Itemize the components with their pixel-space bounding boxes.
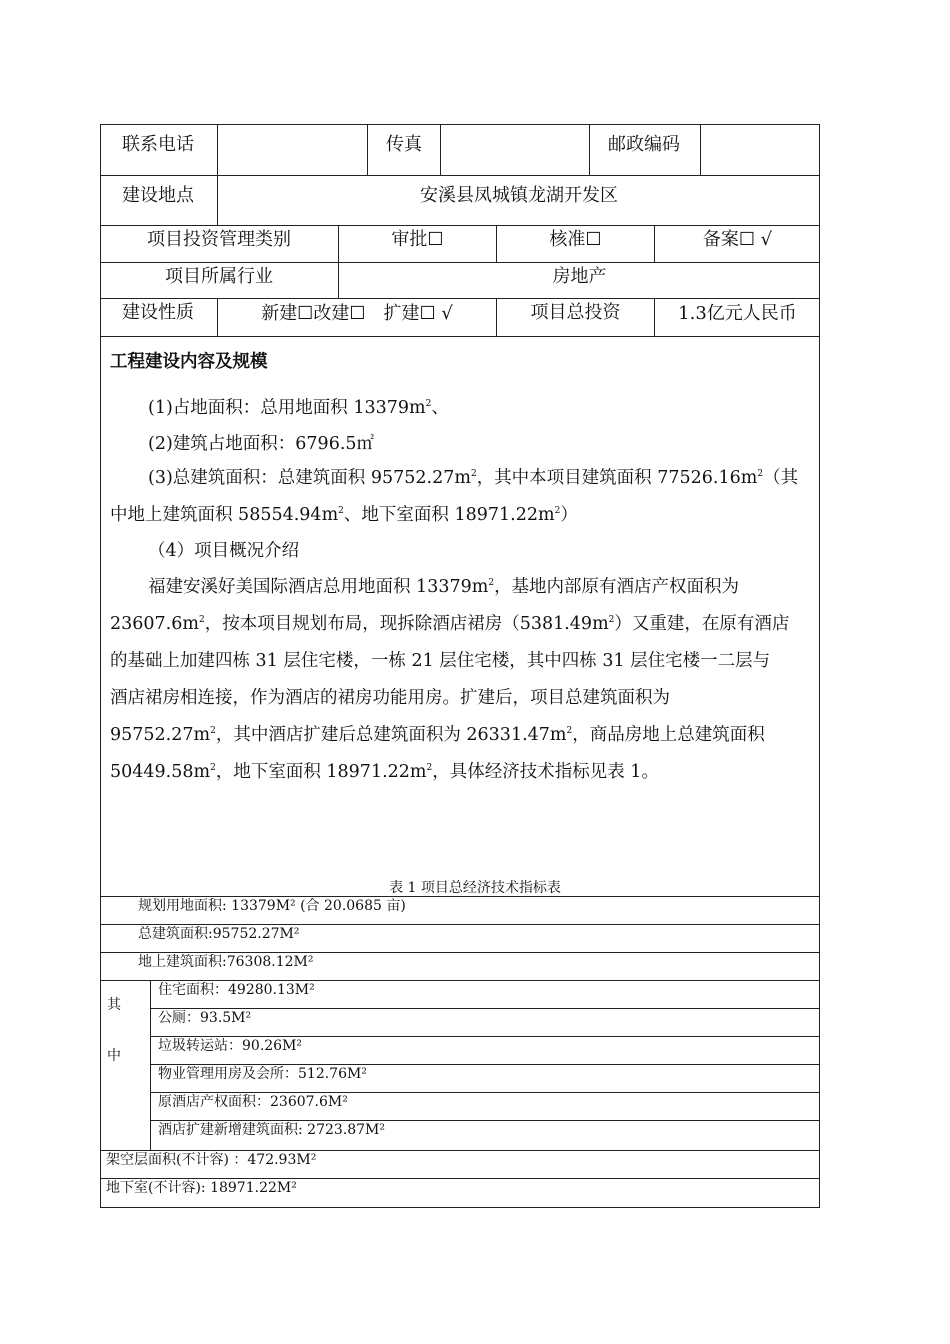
construction-nature-label: 建设性质: [122, 302, 194, 323]
table-caption: 表 1 项目总经济技术指标表: [389, 880, 561, 896]
rule: [100, 980, 820, 981]
table-row-land-area: 规划用地面积: 13379M² (合 20.0685 亩): [138, 898, 406, 914]
table-row-basement: 地下室(不计容): 18971.22M²: [106, 1180, 297, 1196]
rule: [150, 1092, 820, 1093]
table-row-hotel-original: 原酒店产权面积：23607.6M²: [158, 1094, 348, 1110]
table-row-hotel-expansion: 酒店扩建新增建筑面积: 2723.87M²: [158, 1122, 386, 1138]
table-row-stilt-floor: 架空层面积(不计容) ：472.93M²: [106, 1152, 317, 1168]
rule: [150, 1120, 820, 1121]
overview-line-6: $50449.58m^2$，地下室面积 $18971.22m^2$，具体经济技术指标见表 1。: [110, 762, 659, 782]
mgmt-category-label: 项目投资管理类别: [147, 229, 291, 250]
rule: [589, 124, 590, 175]
rule: [150, 1064, 820, 1065]
total-investment-value: 1.3亿元人民币: [678, 303, 797, 324]
rule: [100, 336, 820, 337]
mgmt-option-verification: 核准☐: [549, 229, 602, 250]
item-total-area-line2: 中地上建筑面积 $58554.94m^2$、地下室面积 $18971.22m^2$）: [110, 505, 578, 525]
rule: [100, 175, 820, 176]
rule: [700, 124, 701, 175]
postal-code-label: 邮政编码: [608, 134, 680, 155]
table-row-above-ground: 地上建筑面积:76308.12M²: [138, 954, 314, 970]
industry-value: 房地产: [552, 266, 607, 287]
rule: [150, 980, 151, 1150]
rule: [100, 1178, 820, 1179]
item-total-area-line1: (3)总建筑面积：总建筑面积 $95752.27m^2$，其中本项目建筑面积 $77526.16m^2$（其: [148, 468, 799, 488]
total-investment-label: 项目总投资: [530, 302, 621, 323]
item-overview-heading: （4）项目概况介绍: [148, 541, 300, 561]
table-row-total-area: 总建筑面积:95752.27M²: [138, 926, 300, 942]
overview-line-2: $23607.6m^2$，按本项目规划布局，现拆除酒店裙房$(5381.49m^2)$又重建，在原有酒店: [110, 614, 790, 634]
rule: [100, 952, 820, 953]
mgmt-option-filing: 备案☐ √: [702, 229, 773, 250]
overview-line-3: 的基础上加建四栋 31 层住宅楼，一栋 21 层住宅楼，其中四栋 31 层住宅楼一二层与: [110, 651, 771, 671]
section-heading: 工程建设内容及规模: [110, 352, 268, 372]
mgmt-option-approval: 审批☐: [391, 229, 444, 250]
fax-label: 传真: [386, 134, 422, 155]
rule: [367, 124, 368, 175]
rule: [440, 124, 441, 175]
rule: [150, 1008, 820, 1009]
construction-nature-value: 新建☐改建☐ 扩建☐ √: [261, 303, 453, 324]
among-label-top: 其: [107, 997, 121, 1013]
item-footprint-area: (2)建筑占地面积：6796.5㎡: [148, 434, 375, 454]
overview-line-4: 酒店裙房相连接，作为酒店的裙房功能用房。扩建后，项目总建筑面积为: [110, 688, 670, 708]
rule: [100, 1150, 820, 1151]
rule: [150, 1036, 820, 1037]
table-row-waste-station: 垃圾转运站：90.26M²: [158, 1038, 303, 1054]
rule: [100, 924, 820, 925]
industry-label: 项目所属行业: [165, 266, 273, 287]
table-row-property-mgmt: 物业管理用房及会所：512.76M²: [158, 1066, 367, 1082]
overview-line-5: $95752.27m^2$，其中酒店扩建后总建筑面积为 $26331.47m^2$，商品房地上总建筑面积: [110, 725, 765, 745]
rule: [100, 225, 820, 226]
item-land-area: (1)占地面积：总用地面积 $13379m^2$、: [148, 398, 449, 418]
rule: [100, 262, 820, 263]
table-row-toilet: 公厕：93.5M²: [158, 1010, 252, 1026]
table-row-residential: 住宅面积：49280.13M²: [158, 982, 315, 998]
among-label-bottom: 中: [107, 1048, 121, 1064]
overview-line-1: 福建安溪好美国际酒店总用地面积 $13379m^2$，基地内部原有酒店产权面积为: [148, 577, 740, 597]
location-label: 建设地点: [122, 185, 194, 206]
contact-phone-label: 联系电话: [122, 134, 194, 155]
rule: [217, 124, 218, 226]
location-value: 安溪县凤城镇龙湖开发区: [420, 185, 618, 206]
rule: [100, 298, 820, 299]
